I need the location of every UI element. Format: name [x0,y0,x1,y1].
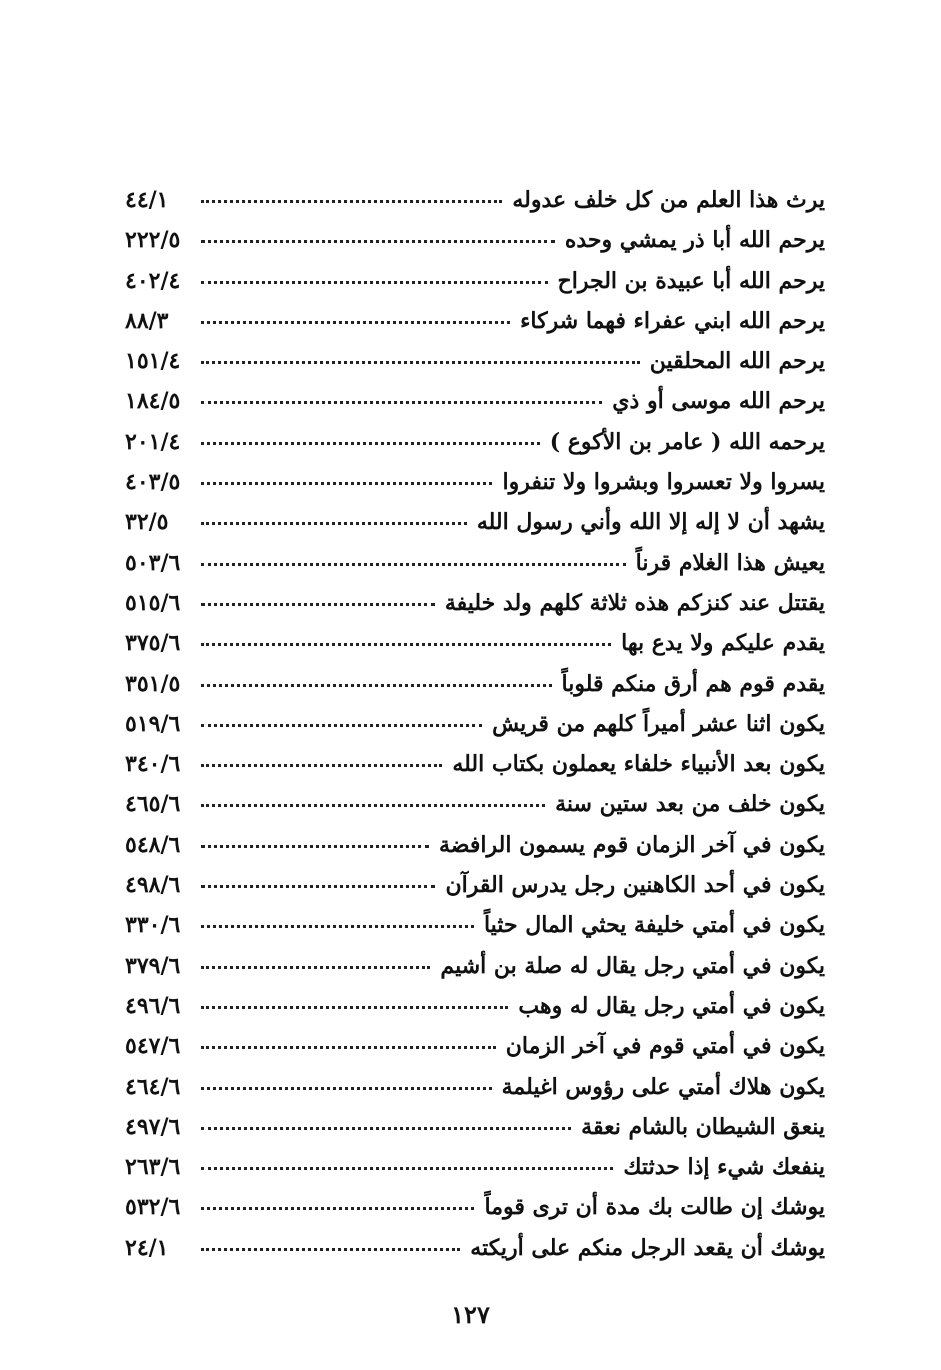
entry-reference: ٤٠٣/٥ [125,469,181,496]
dot-leader [201,965,430,969]
entry-reference: ١٥١/٤ [125,348,181,375]
entry-reference: ٤٠٢/٤ [125,267,181,294]
dot-leader [201,1166,613,1170]
dot-leader [201,360,640,364]
entry-text: يقتتل عند كنزكم هذه ثلاثة كلهم ولد خليفة [444,589,825,616]
index-entry [125,704,825,744]
entry-text: يكون في أمتي رجل يقال له وهب [518,992,825,1019]
entry-text: يوشك إن طالت بك مدة أن ترى قوماً [484,1194,825,1221]
entry-text: يشهد أن لا إله إلا الله وأني رسول الله [476,509,825,536]
entry-text: يكون خلف من بعد ستين سنة [555,791,825,818]
index-entry [125,825,825,865]
dot-leader [201,199,502,203]
dot-leader [201,602,435,606]
dot-leader [201,924,474,928]
entry-reference: ٤٩٦/٦ [125,992,181,1019]
dot-leader [201,763,442,767]
index-entry [125,261,825,301]
entry-reference: ٣٥١/٥ [125,670,181,697]
entry-text: يرحمه الله ( عامر بن الأكوع ) [549,428,825,455]
entry-reference: ٨٨/٣ [125,307,169,334]
dot-leader [201,481,492,485]
index-entry [125,1228,825,1268]
entry-reference: ٥١٥/٦ [125,589,181,616]
entry-reference: ٥٣٢/٦ [125,1194,181,1221]
entry-text: يعيش هذا الغلام قرناً [635,549,825,576]
dot-leader [201,521,467,525]
entry-text: يكون بعد الأنبياء خلفاء يعملون بكتاب الله [452,751,825,778]
dot-leader [201,441,540,445]
index-entry [125,583,825,623]
index-entry [125,1187,825,1227]
entry-reference: ١٨٤/٥ [125,388,181,415]
dot-leader [201,1005,508,1009]
index-entry [125,905,825,945]
entry-reference: ٢٤/١ [125,1234,169,1261]
entry-text: يكون هلاك أمتي على رؤوس اغيلمة [501,1073,825,1100]
index-entry [125,623,825,663]
entry-reference: ٣٢/٥ [125,509,169,536]
entry-text: يرحم الله أبا عبيدة بن الجراح [557,267,825,294]
entry-reference: ٣٧٩/٦ [125,952,181,979]
entry-reference: ٣٣٠/٦ [125,912,181,939]
dot-leader [201,884,435,888]
dot-leader [201,723,482,727]
index-entry [125,664,825,704]
dot-leader [201,1247,460,1251]
dot-leader [201,320,510,324]
dot-leader [201,562,626,566]
index-entry [125,986,825,1026]
entry-text: يرث هذا العلم من كل خلف عدوله [512,187,825,213]
index-entry [125,220,825,260]
entry-reference: ٤٦٥/٦ [125,791,181,818]
index-entry [125,381,825,421]
dot-leader [201,1126,571,1130]
entry-text: يسروا ولا تعسروا وبشروا ولا تنفروا [502,469,825,496]
entry-text: ينفعك شيء إذا حدثتك [623,1154,825,1181]
index-entry [125,301,825,341]
index-entry [125,1067,825,1107]
dot-leader [201,803,545,807]
entry-reference: ٤٩٧/٦ [125,1113,181,1140]
index-entry [125,744,825,784]
index-entry [125,946,825,986]
index-entry [125,502,825,542]
index-entry [125,865,825,905]
dot-leader [201,1086,492,1090]
index-entry [125,422,825,462]
entry-reference: ٤٦٤/٦ [125,1073,181,1100]
entry-text: يكون في أحد الكاهنين رجل يدرس القرآن [445,872,825,899]
index-entry [125,341,825,381]
index-list [125,180,825,1268]
dot-leader [201,642,611,646]
entry-reference: ٢٦٣/٦ [125,1154,181,1181]
entry-reference: ٤٤/١ [125,187,169,213]
entry-text: يكون اثنا عشر أميراً كلهم من قريش [492,710,825,737]
entry-text: يكون في آخر الزمان قوم يسمون الرافضة [439,831,825,858]
entry-reference: ٥٤٨/٦ [125,831,181,858]
entry-text: يرحم الله ابني عفراء فهما شركاء [520,307,825,334]
entry-reference: ٣٤٠/٦ [125,751,181,778]
index-entry [125,180,825,220]
dot-leader [201,1206,474,1210]
entry-text: يرحم الله المحلقين [649,348,825,375]
index-entry [125,784,825,824]
entry-text: يكون في أمتي خليفة يحثي المال حثياً [483,912,825,939]
entry-text: يوشك أن يقعد الرجل منكم على أريكته [470,1234,825,1261]
entry-reference: ٤٩٨/٦ [125,872,181,899]
entry-reference: ٢٠١/٤ [125,428,181,455]
entry-text: يكون في أمتي رجل يقال له صلة بن أشيم [440,952,825,979]
entry-text: يرحم الله أبا ذر يمشي وحده [564,227,825,254]
index-entry [125,462,825,502]
entry-text: يقدم قوم هم أرق منكم قلوباً [561,670,825,697]
index-entry [125,543,825,583]
dot-leader [201,239,555,243]
entry-text: ينعق الشيطان بالشام نعقة [581,1113,825,1140]
entry-reference: ٥٤٧/٦ [125,1033,181,1060]
dot-leader [201,683,552,687]
index-entry [125,1026,825,1066]
index-entry [125,1147,825,1187]
dot-leader [201,844,429,848]
entry-reference: ٥٠٣/٦ [125,549,181,576]
entry-text: يرحم الله موسى أو ذي [612,388,825,415]
page-number: ١٢٧ [451,1300,490,1329]
entry-reference: ٢٢٢/٥ [125,227,181,254]
entry-reference: ٥١٩/٦ [125,710,181,737]
entry-text: يقدم عليكم ولا يدع بها [621,630,825,657]
dot-leader [201,1045,496,1049]
dot-leader [201,400,602,404]
index-entry [125,1107,825,1147]
dot-leader [201,280,548,284]
entry-text: يكون في أمتي قوم في آخر الزمان [505,1033,825,1060]
entry-reference: ٣٧٥/٦ [125,630,181,657]
